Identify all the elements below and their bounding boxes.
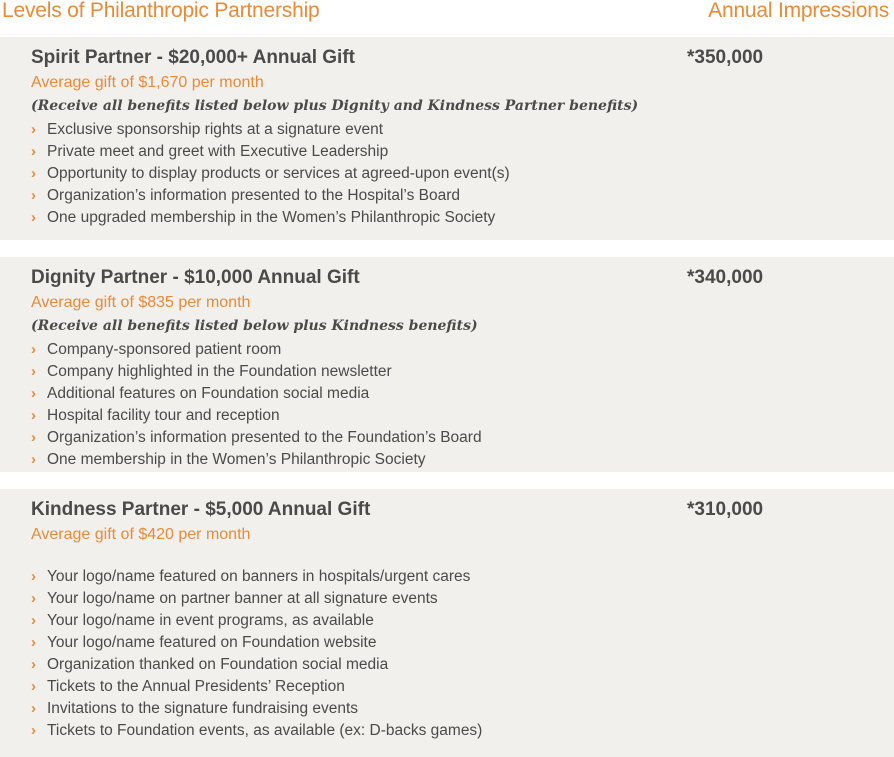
benefit-list (31, 339, 482, 471)
chevron-right-icon: › (31, 143, 36, 160)
tier-average-gift: Average gift of $1,670 per month (31, 74, 264, 91)
chevron-right-icon: › (31, 209, 36, 226)
chevron-right-icon: › (31, 451, 36, 468)
tier-kindness-partner (0, 489, 894, 757)
benefit-text: Your logo/name on partner banner at all signature events (47, 590, 438, 607)
tier-title: Dignity Partner - $10,000 Annual Gift (31, 267, 360, 288)
chevron-right-icon: › (31, 722, 36, 739)
chevron-right-icon: › (31, 187, 36, 204)
chevron-right-icon: › (31, 634, 36, 651)
benefit-item (31, 207, 510, 229)
chevron-right-icon: › (31, 656, 36, 673)
benefit-item (31, 676, 482, 698)
benefit-text: Organization’s information presented to the Hospital’s Board (47, 187, 460, 204)
benefit-text: Organization’s information presented to the Foundation’s Board (47, 429, 482, 446)
impressions-heading: Annual Impressions (708, 0, 889, 22)
chevron-right-icon: › (31, 165, 36, 182)
chevron-right-icon: › (31, 341, 36, 358)
benefit-text: Tickets to the Annual Presidents’ Reception (47, 678, 345, 695)
benefit-text: Your logo/name featured on Foundation website (47, 634, 377, 651)
tier-note: (Receive all benefits listed below plus Dignity and Kindness Partner benefits) (31, 98, 639, 114)
benefit-item (31, 610, 482, 632)
chevron-right-icon: › (31, 429, 36, 446)
benefit-text: Company highlighted in the Foundation newsletter (47, 363, 392, 380)
chevron-right-icon: › (31, 568, 36, 585)
benefit-text: Hospital facility tour and reception (47, 407, 280, 424)
chevron-right-icon: › (31, 407, 36, 424)
benefit-item (31, 588, 482, 610)
benefit-item (31, 185, 510, 207)
tier-average-gift: Average gift of $835 per month (31, 294, 251, 311)
chevron-right-icon: › (31, 678, 36, 695)
benefit-item (31, 698, 482, 720)
benefit-text: Your logo/name in event programs, as available (47, 612, 374, 629)
benefit-text: Exclusive sponsorship rights at a signature event (47, 121, 384, 138)
tier-impressions: *350,000 (687, 47, 764, 68)
tier-title: Kindness Partner - $5,000 Annual Gift (31, 499, 371, 520)
tier-dignity-partner (0, 257, 894, 472)
benefit-item (31, 449, 482, 471)
benefit-text: Additional features on Foundation social media (47, 385, 370, 402)
chevron-right-icon: › (31, 121, 36, 138)
benefit-item (31, 383, 482, 405)
tier-spirit-partner (0, 37, 894, 240)
benefit-item (31, 427, 482, 449)
tier-impressions: *310,000 (687, 499, 764, 520)
benefit-text: Tickets to Foundation events, as available (ex: D-backs games) (47, 722, 483, 739)
chevron-right-icon: › (31, 363, 36, 380)
benefit-text: One membership in the Women’s Philanthropic Society (47, 451, 426, 468)
chevron-right-icon: › (31, 700, 36, 717)
page-header (0, 0, 894, 26)
benefit-item (31, 566, 482, 588)
benefit-text: Private meet and greet with Executive Leadership (47, 143, 389, 160)
benefit-list (31, 119, 510, 229)
chevron-right-icon: › (31, 590, 36, 607)
benefit-text: Company-sponsored patient room (47, 341, 282, 358)
benefit-list (31, 566, 482, 742)
benefit-item (31, 405, 482, 427)
benefit-item (31, 632, 482, 654)
benefit-item (31, 119, 510, 141)
chevron-right-icon: › (31, 612, 36, 629)
chevron-right-icon: › (31, 385, 36, 402)
benefit-item (31, 654, 482, 676)
levels-heading: Levels of Philanthropic Partnership (2, 0, 320, 22)
benefit-item (31, 141, 510, 163)
tier-average-gift: Average gift of $420 per month (31, 526, 251, 543)
tier-note: (Receive all benefits listed below plus Kindness benefits) (31, 318, 478, 334)
benefit-item (31, 361, 482, 383)
benefit-text: Organization thanked on Foundation social media (47, 656, 389, 673)
benefit-item (31, 163, 510, 185)
benefit-text: Your logo/name featured on banners in hospitals/urgent cares (47, 568, 471, 585)
benefit-text: Invitations to the signature fundraising events (47, 700, 359, 717)
benefit-text: Opportunity to display products or services at agreed-upon event(s) (47, 165, 510, 182)
benefit-text: One upgraded membership in the Women’s Philanthropic Society (47, 209, 496, 226)
tier-impressions: *340,000 (687, 267, 764, 288)
tier-title: Spirit Partner - $20,000+ Annual Gift (31, 47, 355, 68)
benefit-item (31, 339, 482, 361)
benefit-item (31, 720, 482, 742)
